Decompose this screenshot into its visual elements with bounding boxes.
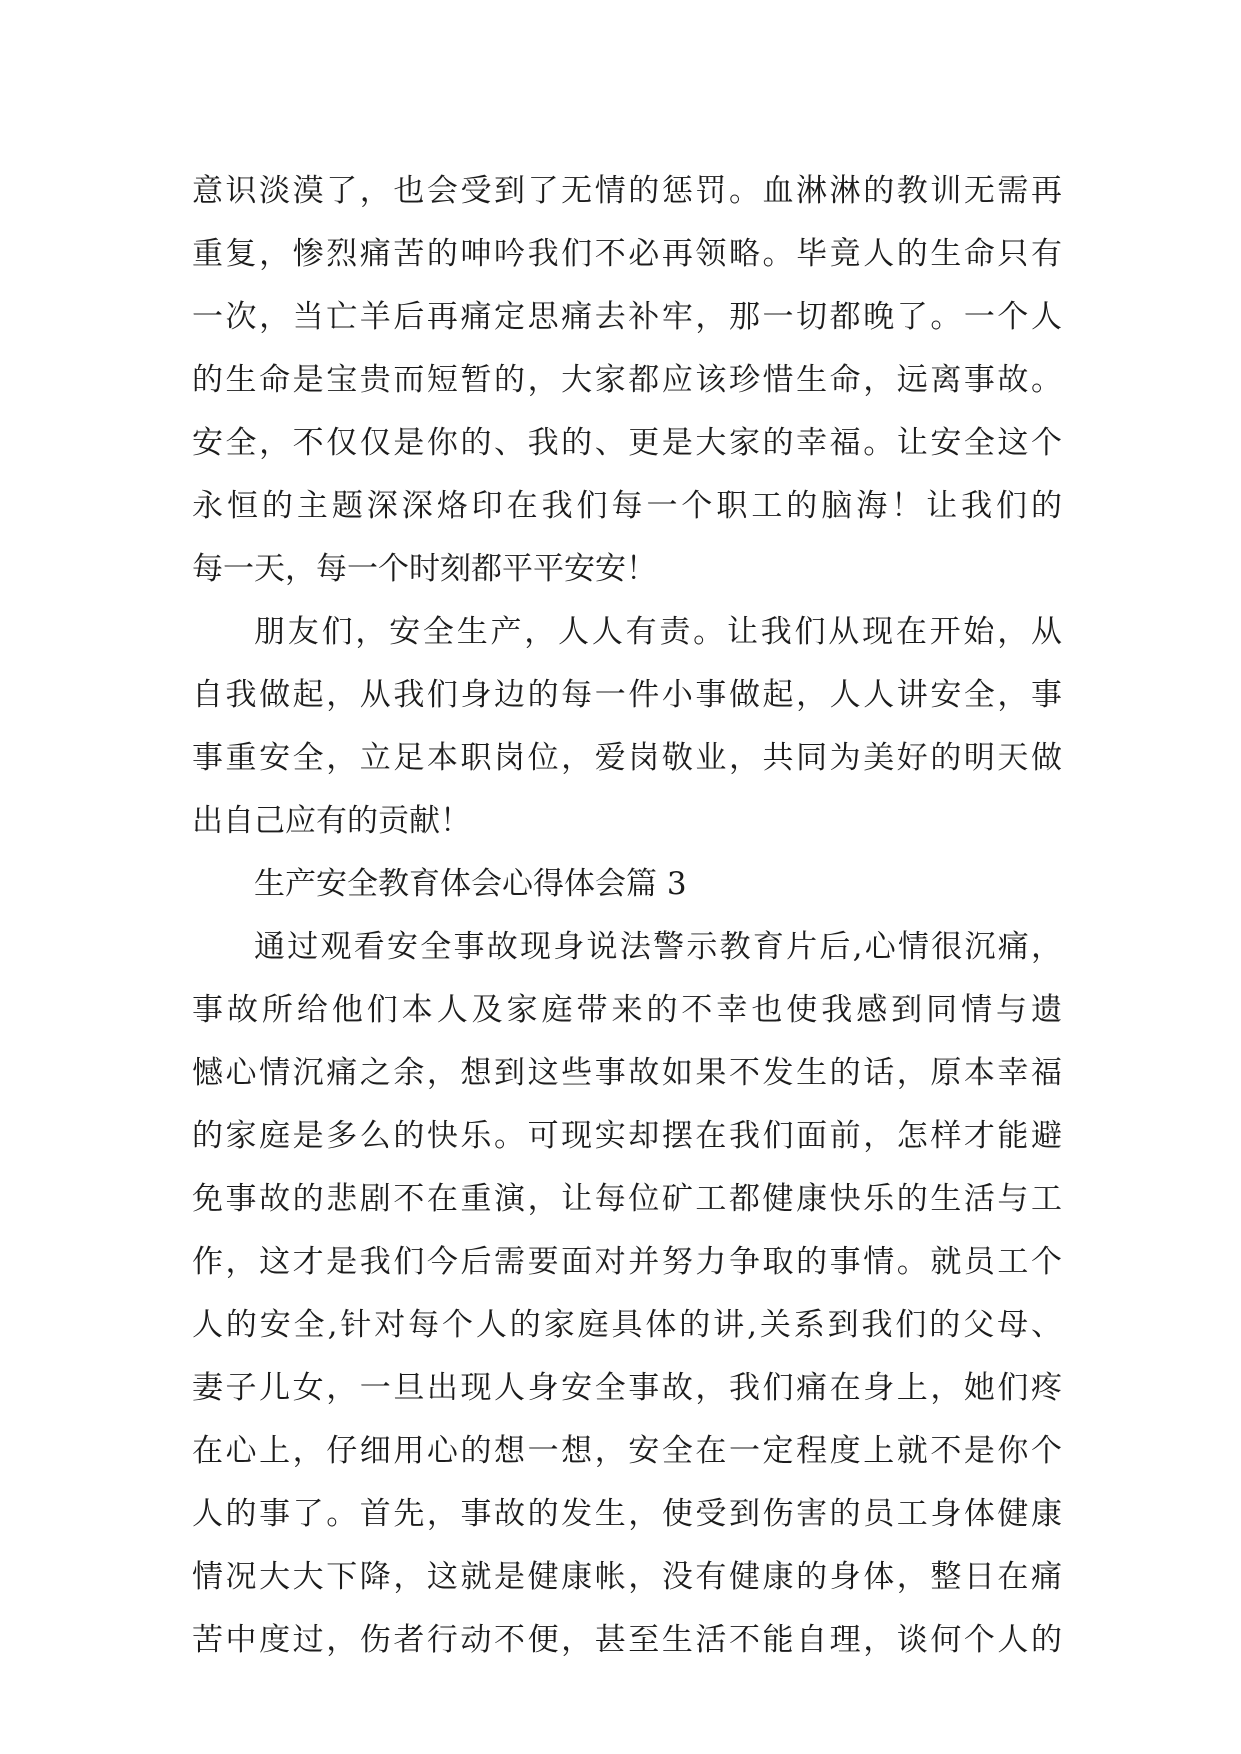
text-line: 通过观看安全事故现身说法警示教育片后,心情很沉痛， bbox=[254, 929, 1062, 965]
paragraph-friends bbox=[192, 601, 1062, 853]
text-line: 人的安全,针对每个人的家庭具体的讲,关系到我们的父母、 bbox=[192, 1307, 1062, 1343]
text-line: 人的事了。首先，事故的发生，使受到伤害的员工身体健康 bbox=[192, 1496, 1062, 1532]
paragraph-reflection bbox=[192, 916, 1062, 1672]
text-line: 出自己应有的贡献！ bbox=[192, 803, 471, 839]
text-line: 免事故的悲剧不在重演，让每位矿工都健康快乐的生活与工 bbox=[192, 1181, 1062, 1217]
section-heading bbox=[192, 853, 1062, 916]
text-line: 安全，不仅仅是你的、我的、更是大家的幸福。让安全这个 bbox=[192, 425, 1062, 461]
text-line: 作，这才是我们今后需要面对并努力争取的事情。就员工个 bbox=[192, 1244, 1062, 1280]
text-line: 憾心情沉痛之余，想到这些事故如果不发生的话，原本幸福 bbox=[192, 1055, 1062, 1091]
text-line: 永恒的主题深深烙印在我们每一个职工的脑海！让我们的 bbox=[192, 488, 1062, 524]
text-line: 事故所给他们本人及家庭带来的不幸也使我感到同情与遗 bbox=[192, 992, 1062, 1028]
paragraph-continuation bbox=[192, 160, 1062, 601]
text-line: 朋友们，安全生产，人人有责。让我们从现在开始，从 bbox=[254, 614, 1062, 650]
text-line: 自我做起，从我们身边的每一件小事做起，人人讲安全，事 bbox=[192, 677, 1062, 713]
text-line: 重复，惨烈痛苦的呻吟我们不必再领略。毕竟人的生命只有 bbox=[192, 236, 1062, 272]
document-body bbox=[192, 160, 1062, 1672]
text-line: 情况大大下降，这就是健康帐，没有健康的身体，整日在痛 bbox=[192, 1559, 1062, 1595]
text-line: 一次，当亡羊后再痛定思痛去补牢，那一切都晚了。一个人 bbox=[192, 299, 1062, 335]
text-line: 苦中度过，伤者行动不便，甚至生活不能自理，谈何个人的 bbox=[192, 1622, 1062, 1658]
text-line: 妻子儿女，一旦出现人身安全事故，我们痛在身上，她们疼 bbox=[192, 1370, 1062, 1406]
text-line: 事重安全，立足本职岗位，爱岗敬业，共同为美好的明天做 bbox=[192, 740, 1062, 776]
text-line: 在心上，仔细用心的想一想，安全在一定程度上就不是你个 bbox=[192, 1433, 1062, 1469]
text-line: 的家庭是多么的快乐。可现实却摆在我们面前，怎样才能避 bbox=[192, 1118, 1062, 1154]
text-line: 每一天，每一个时刻都平平安安！ bbox=[192, 551, 657, 587]
text-line: 意识淡漠了，也会受到了无情的惩罚。血淋淋的教训无需再 bbox=[192, 173, 1062, 209]
heading-line: 生产安全教育体会心得体会篇 3 bbox=[254, 866, 687, 902]
text-line: 的生命是宝贵而短暂的，大家都应该珍惜生命，远离事故。 bbox=[192, 362, 1062, 398]
